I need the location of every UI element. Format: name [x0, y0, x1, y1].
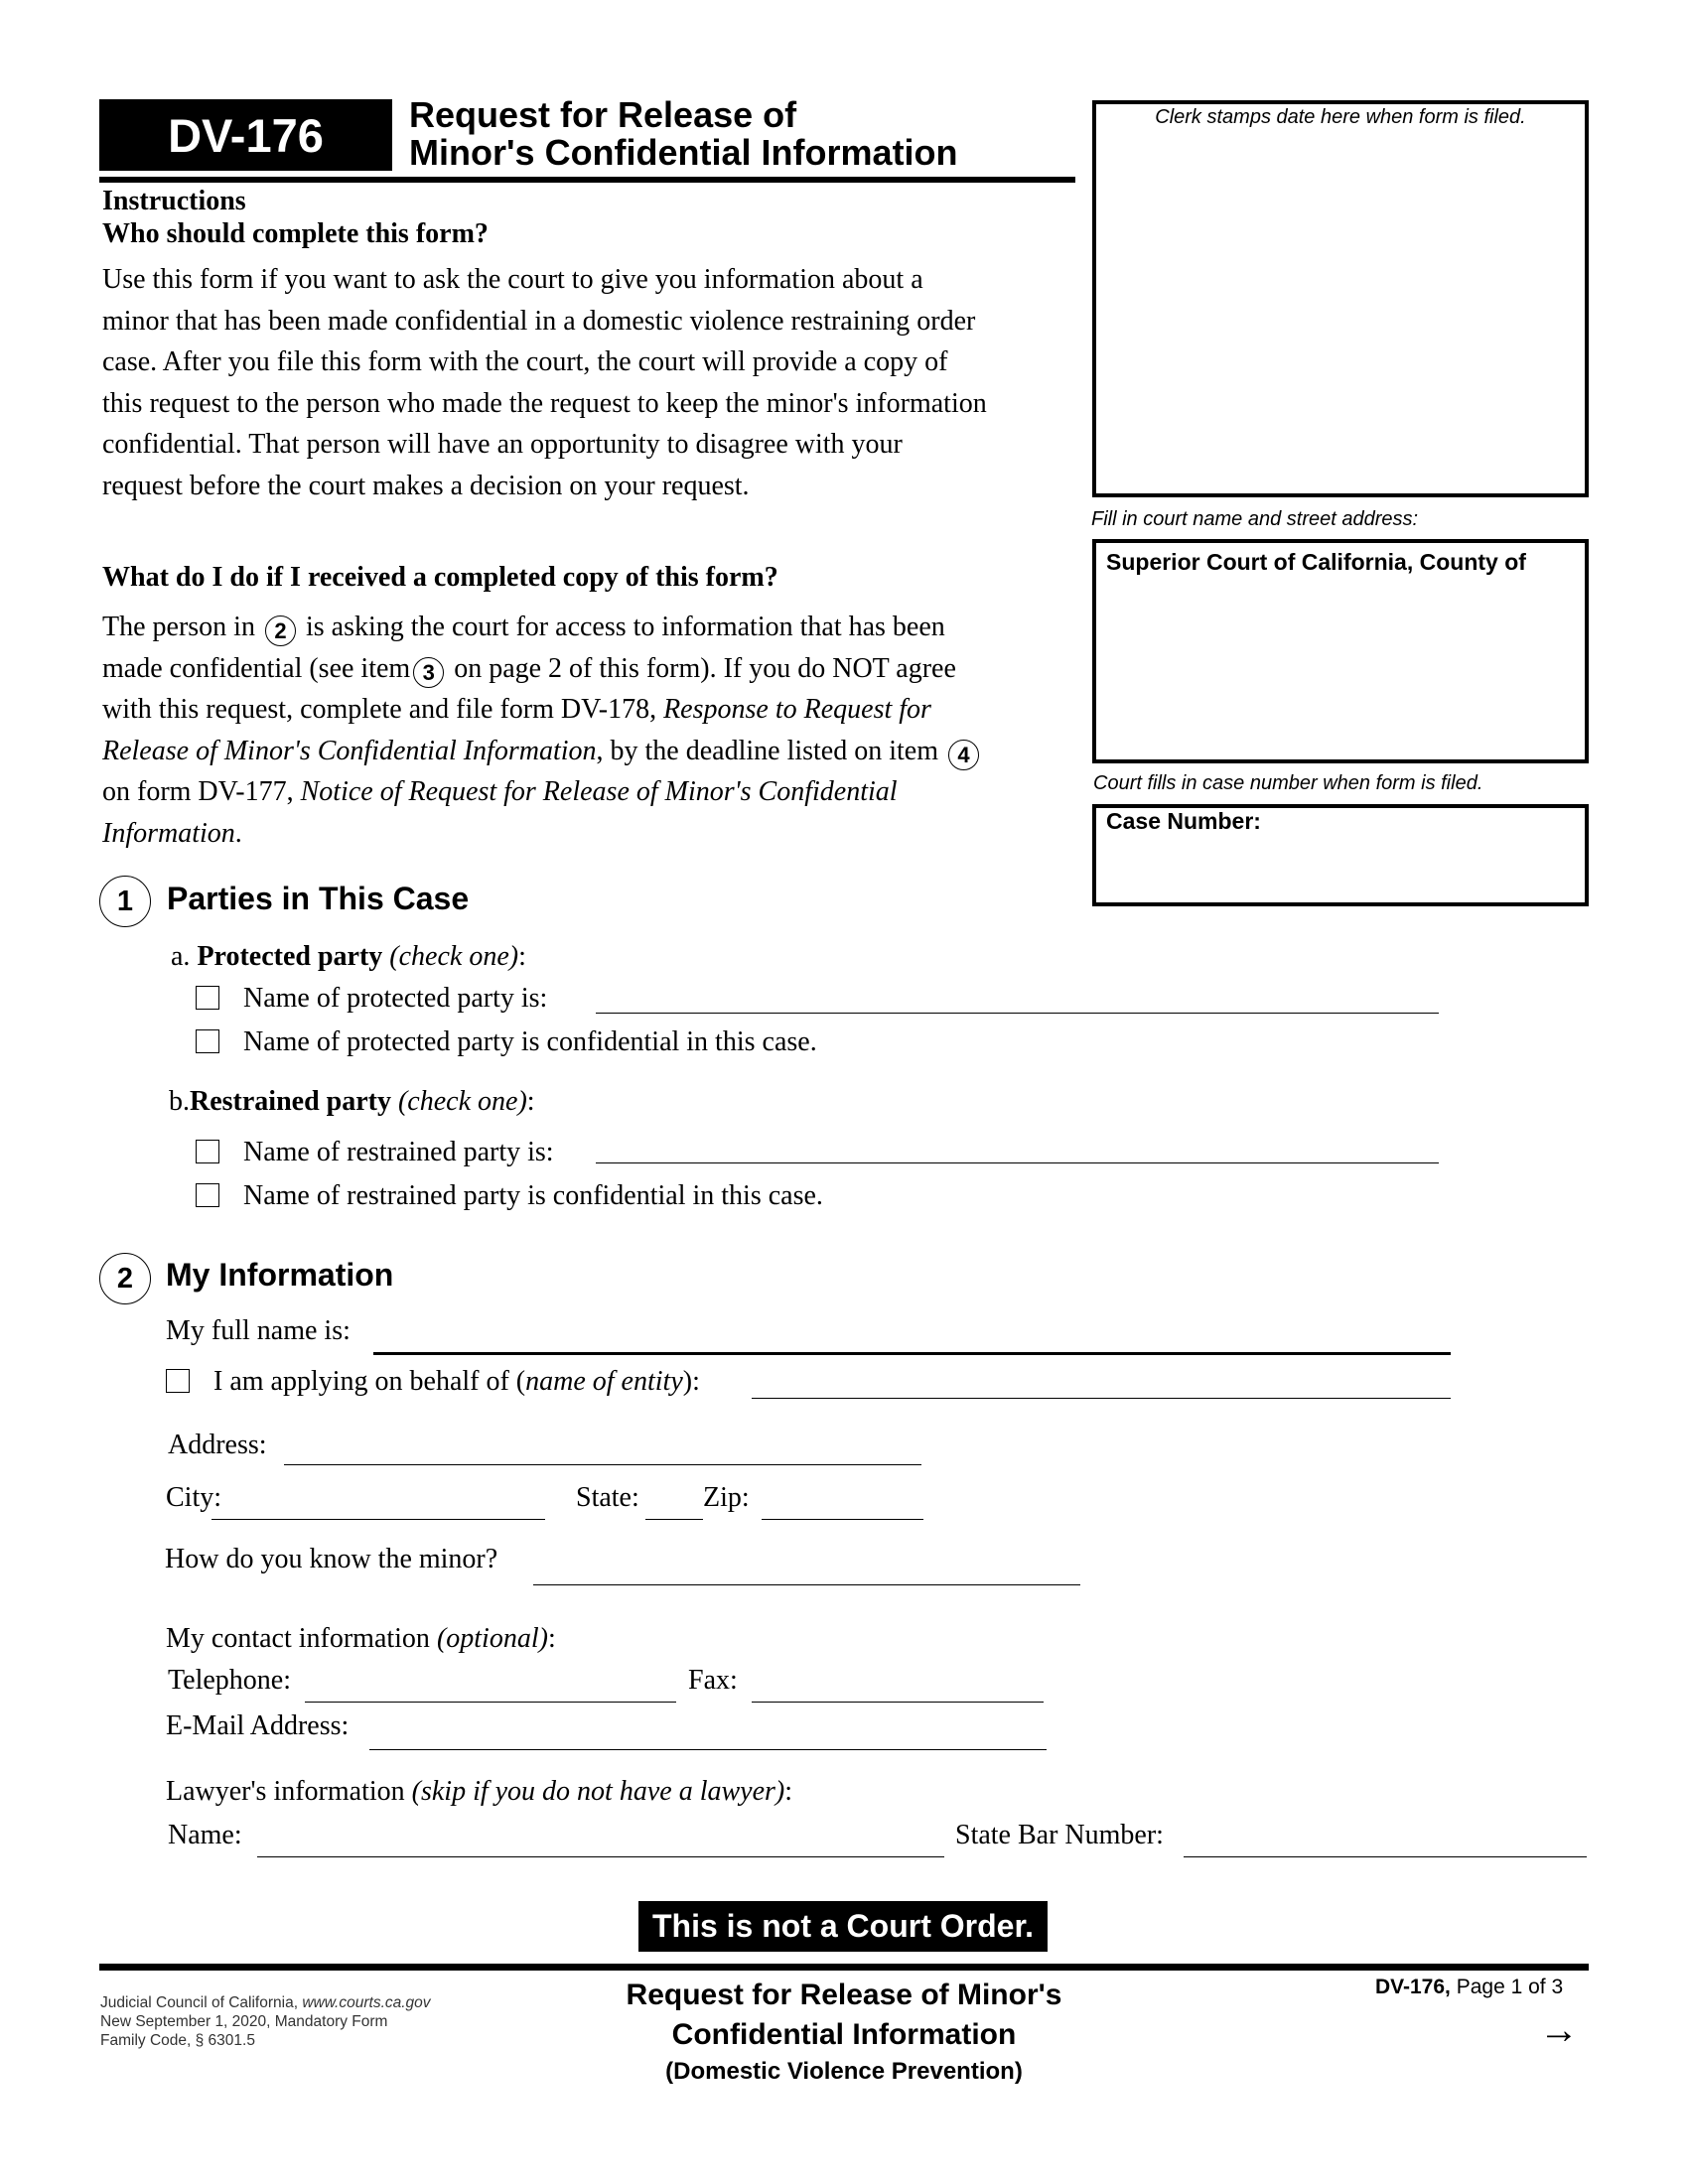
behalf-of-option: I am applying on behalf of (name of entity):: [166, 1366, 700, 1398]
behalf-of-checkbox[interactable]: [166, 1369, 190, 1393]
contact-info-label: My contact information (optional):: [166, 1623, 556, 1654]
lawyer-info-label: Lawyer's information (skip if you do not have a lawyer):: [166, 1776, 793, 1807]
page-indicator: Page 1 of 3: [1456, 1976, 1564, 1998]
courts-website-link[interactable]: www.courts.ca.gov: [302, 1994, 431, 2011]
clerk-stamp-box: [1092, 100, 1589, 497]
address-input[interactable]: [284, 1464, 921, 1465]
state-input[interactable]: [645, 1519, 703, 1520]
protected-party-name-option: Name of protected party is:: [196, 983, 547, 1015]
next-page-arrow-icon[interactable]: →: [1539, 2008, 1579, 2052]
footer-title: Request for Release of Minor's Confidential Information (Domestic Violence Prevention): [626, 1979, 1062, 2085]
restrained-party-label: b.Restrained party (check one):: [169, 1086, 535, 1117]
restrained-party-confidential-option: Name of restrained party is confidential in this case.: [196, 1180, 823, 1212]
instructions-paragraph-2: The person in 2 is asking the court for access to information that has been made confidential (see item 3 on page 2 of this form). If you do NOT agree with this request, complete and file form DV-178, Response to Request for Release of Minor's Confidential Information, by the deadline listed on item 4 on form DV-177, Notice of Request for Release of Minor's Confidential Information.: [102, 607, 1105, 854]
protected-party-label: a. Protected party (check one):: [171, 941, 526, 972]
city-label: City:: [166, 1482, 222, 1513]
address-label: Address:: [168, 1430, 267, 1460]
form-id: DV-176: [168, 108, 324, 162]
lawyer-name-label: Name:: [168, 1820, 242, 1850]
form-id-badge: [99, 99, 392, 171]
protected-party-confidential-option: Name of protected party is confidential in this case.: [196, 1026, 817, 1058]
zip-label: Zip:: [703, 1482, 750, 1513]
city-input[interactable]: [211, 1519, 545, 1520]
protected-name-checkbox[interactable]: [196, 986, 219, 1010]
behalf-of-entity-input[interactable]: [752, 1398, 1451, 1399]
court-name-label: Superior Court of California, County of: [1106, 549, 1526, 575]
how-know-minor-label: How do you know the minor?: [165, 1544, 498, 1574]
item-3-ref-icon: 3: [413, 657, 444, 688]
page-title: Request for Release of Minor's Confidential Information: [409, 94, 958, 173]
protected-party-name-input[interactable]: [596, 1013, 1439, 1014]
restrained-confidential-checkbox[interactable]: [196, 1183, 219, 1207]
telephone-label: Telephone:: [168, 1665, 291, 1696]
case-number-label: Case Number:: [1106, 808, 1261, 834]
header-rule: [99, 177, 1075, 183]
instructions-q1: Who should complete this form?: [102, 218, 489, 249]
court-name-field[interactable]: [1092, 539, 1589, 763]
how-know-minor-input[interactable]: [533, 1584, 1080, 1585]
footer-page-info: [1375, 1976, 1563, 1999]
footer-form-id: DV-176,: [1375, 1976, 1451, 1998]
case-box-caption: Court fills in case number when form is filed.: [1093, 772, 1483, 794]
instructions-paragraph-1: Use this form if you want to ask the court to give you information about a minor that has been made confidential in a domestic violence restraining order case. After you file this form with the court, the court will provide a copy of this request to the person who made the request to keep the minor's information confidential. That person will have an opportunity to disagree with your request before the court makes a decision on your request.: [102, 264, 987, 501]
zip-input[interactable]: [762, 1519, 923, 1520]
section-1-title: Parties in This Case: [167, 881, 470, 916]
lawyer-name-input[interactable]: [257, 1856, 944, 1857]
clerk-stamp-label: Clerk stamps date here when form is filed.: [1155, 106, 1526, 128]
court-box-caption: Fill in court name and street address:: [1091, 508, 1419, 530]
section-1-number-icon: 1: [99, 876, 151, 927]
item-2-ref-icon: 2: [265, 615, 296, 646]
telephone-input[interactable]: [305, 1702, 676, 1703]
restrained-party-name-input[interactable]: [596, 1162, 1439, 1163]
protected-confidential-checkbox[interactable]: [196, 1029, 219, 1053]
state-label: State:: [576, 1482, 639, 1513]
instructions-heading: Instructions: [102, 186, 246, 216]
full-name-input[interactable]: [373, 1352, 1451, 1355]
state-bar-number-label: State Bar Number:: [955, 1820, 1164, 1850]
item-4-ref-icon: 4: [948, 740, 979, 770]
fax-input[interactable]: [752, 1702, 1044, 1703]
full-name-label: My full name is:: [166, 1315, 351, 1346]
section-2-number-icon: 2: [99, 1253, 151, 1304]
restrained-name-checkbox[interactable]: [196, 1140, 219, 1163]
not-court-order-banner: This is not a Court Order.: [638, 1901, 1048, 1952]
state-bar-number-input[interactable]: [1184, 1856, 1587, 1857]
footer-source-info: Judicial Council of California, www.courts.ca.gov New September 1, 2020, Mandatory Form Family Code, § 6301.5: [100, 1994, 431, 2049]
instructions-q2: What do I do if I received a completed copy of this form?: [102, 562, 778, 593]
email-label: E-Mail Address:: [166, 1710, 350, 1741]
fax-label: Fax:: [688, 1665, 738, 1696]
section-2-title: My Information: [166, 1257, 394, 1293]
case-number-field[interactable]: [1092, 804, 1589, 906]
email-input[interactable]: [369, 1749, 1047, 1750]
restrained-party-name-option: Name of restrained party is:: [196, 1137, 554, 1168]
footer-rule: [99, 1964, 1589, 1971]
